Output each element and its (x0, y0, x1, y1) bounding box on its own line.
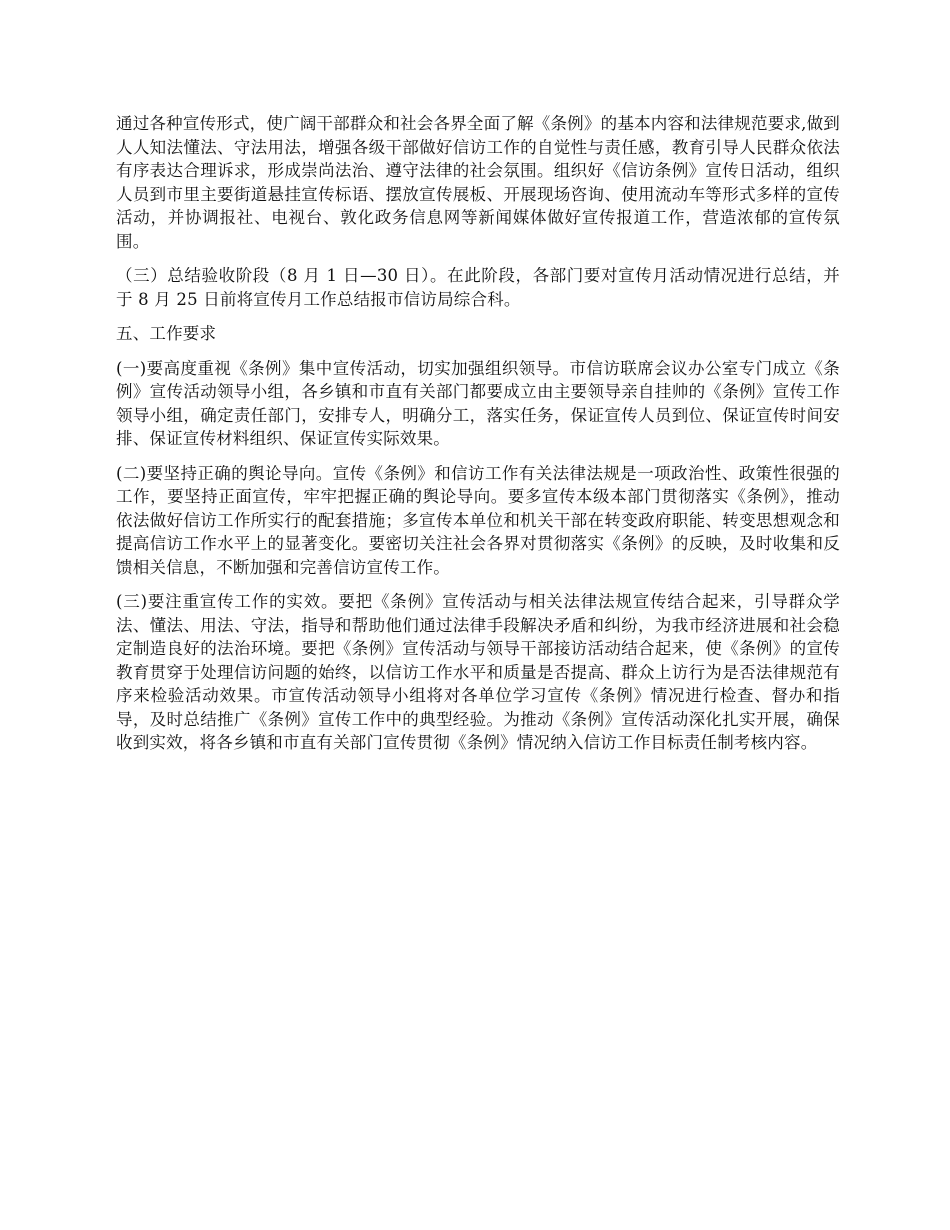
section-heading-work-requirements: 五、工作要求 (116, 324, 217, 343)
paragraph-requirement-three: (三)要注重宣传工作的实效。要把《条例》宣传活动与相关法律法规宣传结合起来，引导群众学法、懂法、用法、守法，指导和帮助他们通过法律手段解决矛盾和纠纷，为我市经济进展和社会稳定制造良好的法治环境。要把《条例》宣传活动与领导干部接访活动结合起来，使《条例》的宣传教育贯穿于处理信访问题的始终，以信访工作水平和质量是否提高、群众上访行为是否法律规范有序来检验活动效果。市宣传活动领导小组将对各单位学习宣传《条例》情况进行检查、督办和指导，及时总结推广《条例》宣传工作中的典型经验。为推动《条例》宣传活动深化扎实开展，确保收到实效，将各乡镇和市直有关部门宣传贯彻《条例》情况纳入信访工作目标责任制考核内容。 (116, 592, 840, 752)
paragraph-requirement-two: (二)要坚持正确的舆论导向。宣传《条例》和信访工作有关法律法规是一项政治性、政策性很强的工作，要坚持正面宣传，牢牢把握正确的舆论导向。要多宣传本级本部门贯彻落实《条例》，推动依法做好信访工作所实行的配套措施；多宣传本单位和机关干部在转变政府职能、转变思想观念和提高信访工作水平上的显著变化。要密切关注社会各界对贯彻落实《条例》的反映，及时收集和反馈相关信息，不断加强和完善信访宣传工作。 (116, 463, 840, 577)
paragraph-requirement-one: (一)要高度重视《条例》集中宣传活动，切实加强组织领导。市信访联席会议办公室专门成立《条例》宣传活动领导小组，各乡镇和市直有关部门都要成立由主要领导亲自挂帅的《条例》宣传工作领导小组，确定责任部门，安排专人，明确分工，落实任务，保证宣传人员到位、保证宣传时间安排、保证宣传材料组织、保证宣传实际效果。 (116, 358, 840, 448)
document-page (116, 112, 840, 766)
paragraph-summary-stage: （三）总结验收阶段（8 月 1 日—30 日）。在此阶段，各部门要对宣传月活动情况进行总结，并于 8 月 25 日前将宣传月工作总结报市信访局综合科。 (116, 266, 840, 309)
paragraph-publicity-forms: 通过各种宣传形式，使广阔干部群众和社会各界全面了解《条例》的基本内容和法律规范要求,做到人人知法懂法、守法用法，增强各级干部做好信访工作的自觉性与责任感，教育引导人民群众依法有序表达合理诉求，形成崇尚法治、遵守法律的社会氛围。组织好《信访条例》宣传日活动，组织人员到市里主要街道悬挂宣传标语、摆放宣传展板、开展现场咨询、使用流动车等形式多样的宣传活动，并协调报社、电视台、敦化政务信息网等新闻媒体做好宣传报道工作，营造浓郁的宣传氛围。 (116, 114, 840, 251)
